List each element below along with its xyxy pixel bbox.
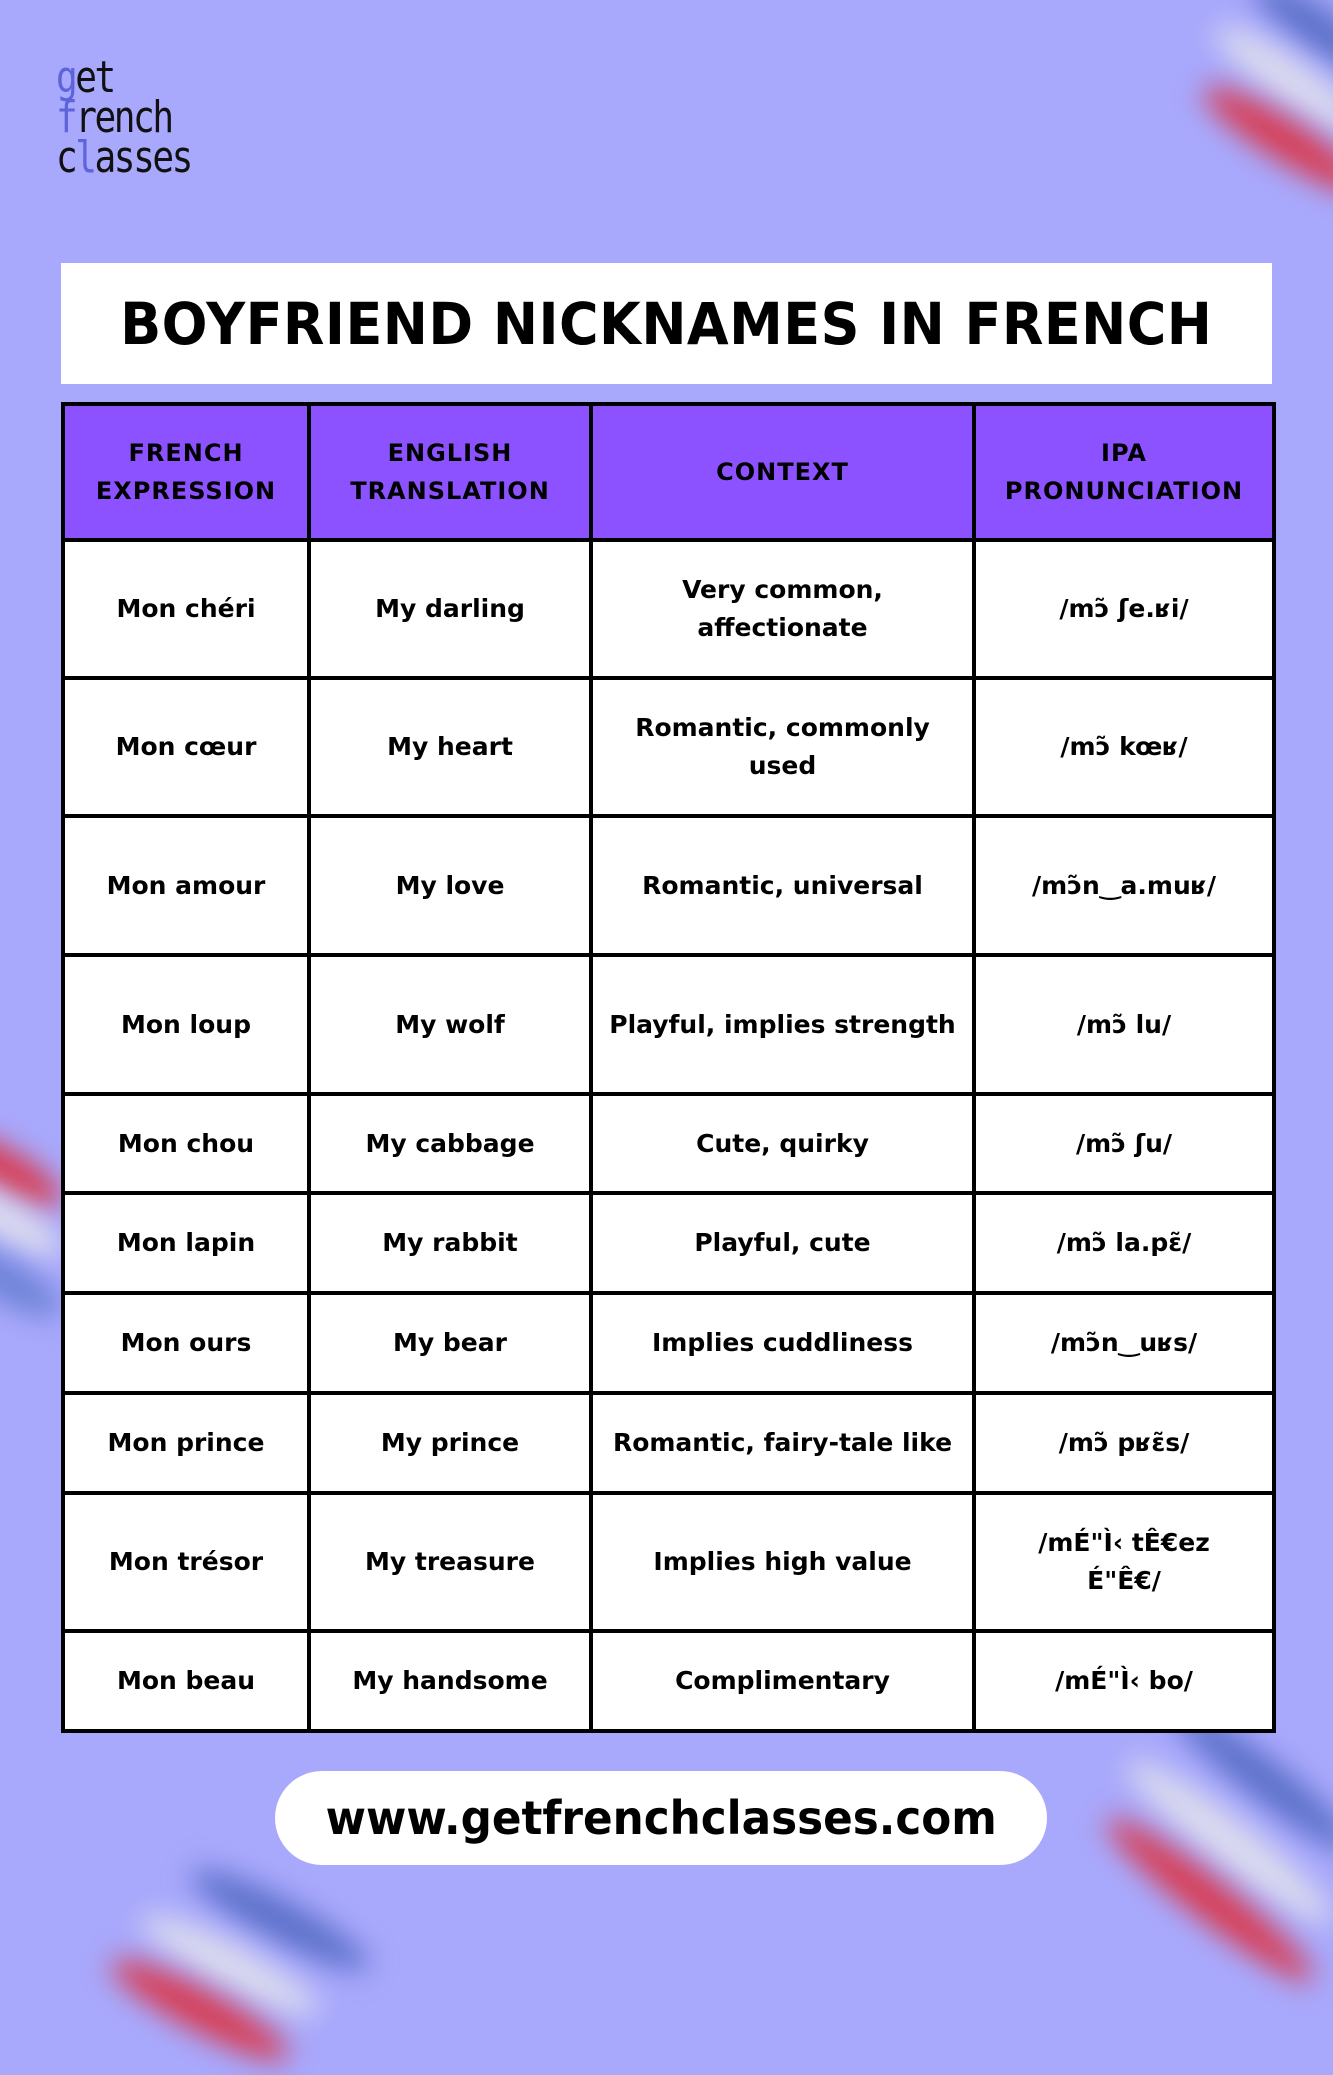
cell-context: Romantic, fairy-tale like bbox=[591, 1393, 974, 1493]
table-row bbox=[63, 1493, 1274, 1631]
logo-line-2: french bbox=[56, 92, 172, 143]
cell-english: My wolf bbox=[309, 955, 591, 1094]
cell-french: Mon cœur bbox=[63, 678, 309, 816]
header-french-expression: FRENCH EXPRESSION bbox=[63, 404, 309, 540]
cell-ipa: /mÉ"Ì‹ tÊ€ezÉ"Ê€/ bbox=[974, 1493, 1274, 1631]
cell-french: Mon prince bbox=[63, 1393, 309, 1493]
cell-context: Very common, affectionate bbox=[591, 540, 974, 678]
cell-context: Cute, quirky bbox=[591, 1094, 974, 1193]
table-row bbox=[63, 678, 1274, 816]
logo bbox=[56, 52, 191, 183]
title-banner bbox=[61, 263, 1272, 384]
table-header-row bbox=[63, 404, 1274, 540]
website-url[interactable]: www.getfrenchclasses.com bbox=[325, 1791, 997, 1845]
cell-english: My bear bbox=[309, 1293, 591, 1393]
cell-french: Mon loup bbox=[63, 955, 309, 1094]
table-row bbox=[63, 1631, 1274, 1731]
table-row bbox=[63, 540, 1274, 678]
page-title: BOYFRIEND NICKNAMES IN FRENCH bbox=[120, 289, 1213, 358]
cell-ipa: /mɔ̃ kœʁ/ bbox=[974, 678, 1274, 816]
cell-english: My heart bbox=[309, 678, 591, 816]
cell-ipa: /mɔ̃n‿uʁs/ bbox=[974, 1293, 1274, 1393]
cell-context: Playful, implies strength bbox=[591, 955, 974, 1094]
cell-french: Mon chou bbox=[63, 1094, 309, 1193]
cell-french: Mon amour bbox=[63, 816, 309, 955]
table-row bbox=[63, 1193, 1274, 1293]
cell-context: Romantic, commonly used bbox=[591, 678, 974, 816]
table-row bbox=[63, 1393, 1274, 1493]
cell-french: Mon beau bbox=[63, 1631, 309, 1731]
cell-context: Implies high value bbox=[591, 1493, 974, 1631]
cell-french: Mon trésor bbox=[63, 1493, 309, 1631]
nicknames-table bbox=[61, 402, 1276, 1733]
table-row bbox=[63, 816, 1274, 955]
cell-ipa: /mɔ̃ ʃu/ bbox=[974, 1094, 1274, 1193]
cell-ipa: /mɔ̃ la.pɛ̃/ bbox=[974, 1193, 1274, 1293]
table-row bbox=[63, 1094, 1274, 1193]
cell-english: My prince bbox=[309, 1393, 591, 1493]
website-link[interactable] bbox=[275, 1771, 1047, 1865]
table-row bbox=[63, 955, 1274, 1094]
cell-ipa: /mÉ"Ì‹ bo/ bbox=[974, 1631, 1274, 1731]
cell-ipa: /mɔ̃n‿a.muʁ/ bbox=[974, 816, 1274, 955]
cell-context: Playful, cute bbox=[591, 1193, 974, 1293]
table-row bbox=[63, 1293, 1274, 1393]
cell-english: My treasure bbox=[309, 1493, 591, 1631]
cell-context: Romantic, universal bbox=[591, 816, 974, 955]
cell-english: My rabbit bbox=[309, 1193, 591, 1293]
header-context: CONTEXT bbox=[591, 404, 974, 540]
header-ipa-pronunciation: IPA PRONUNCIATION bbox=[974, 404, 1274, 540]
cell-english: My love bbox=[309, 816, 591, 955]
cell-ipa: /mɔ̃ pʁɛ̃s/ bbox=[974, 1393, 1274, 1493]
cell-english: My darling bbox=[309, 540, 591, 678]
cell-english: My cabbage bbox=[309, 1094, 591, 1193]
cell-context: Implies cuddliness bbox=[591, 1293, 974, 1393]
cell-ipa: /mɔ̃ ʃe.ʁi/ bbox=[974, 540, 1274, 678]
logo-line-3: classes bbox=[56, 132, 191, 183]
cell-french: Mon chéri bbox=[63, 540, 309, 678]
cell-french: Mon lapin bbox=[63, 1193, 309, 1293]
cell-french: Mon ours bbox=[63, 1293, 309, 1393]
cell-english: My handsome bbox=[309, 1631, 591, 1731]
header-english-translation: ENGLISH TRANSLATION bbox=[309, 404, 591, 540]
cell-context: Complimentary bbox=[591, 1631, 974, 1731]
logo-line-1: get bbox=[56, 52, 114, 103]
cell-ipa: /mɔ̃ lu/ bbox=[974, 955, 1274, 1094]
